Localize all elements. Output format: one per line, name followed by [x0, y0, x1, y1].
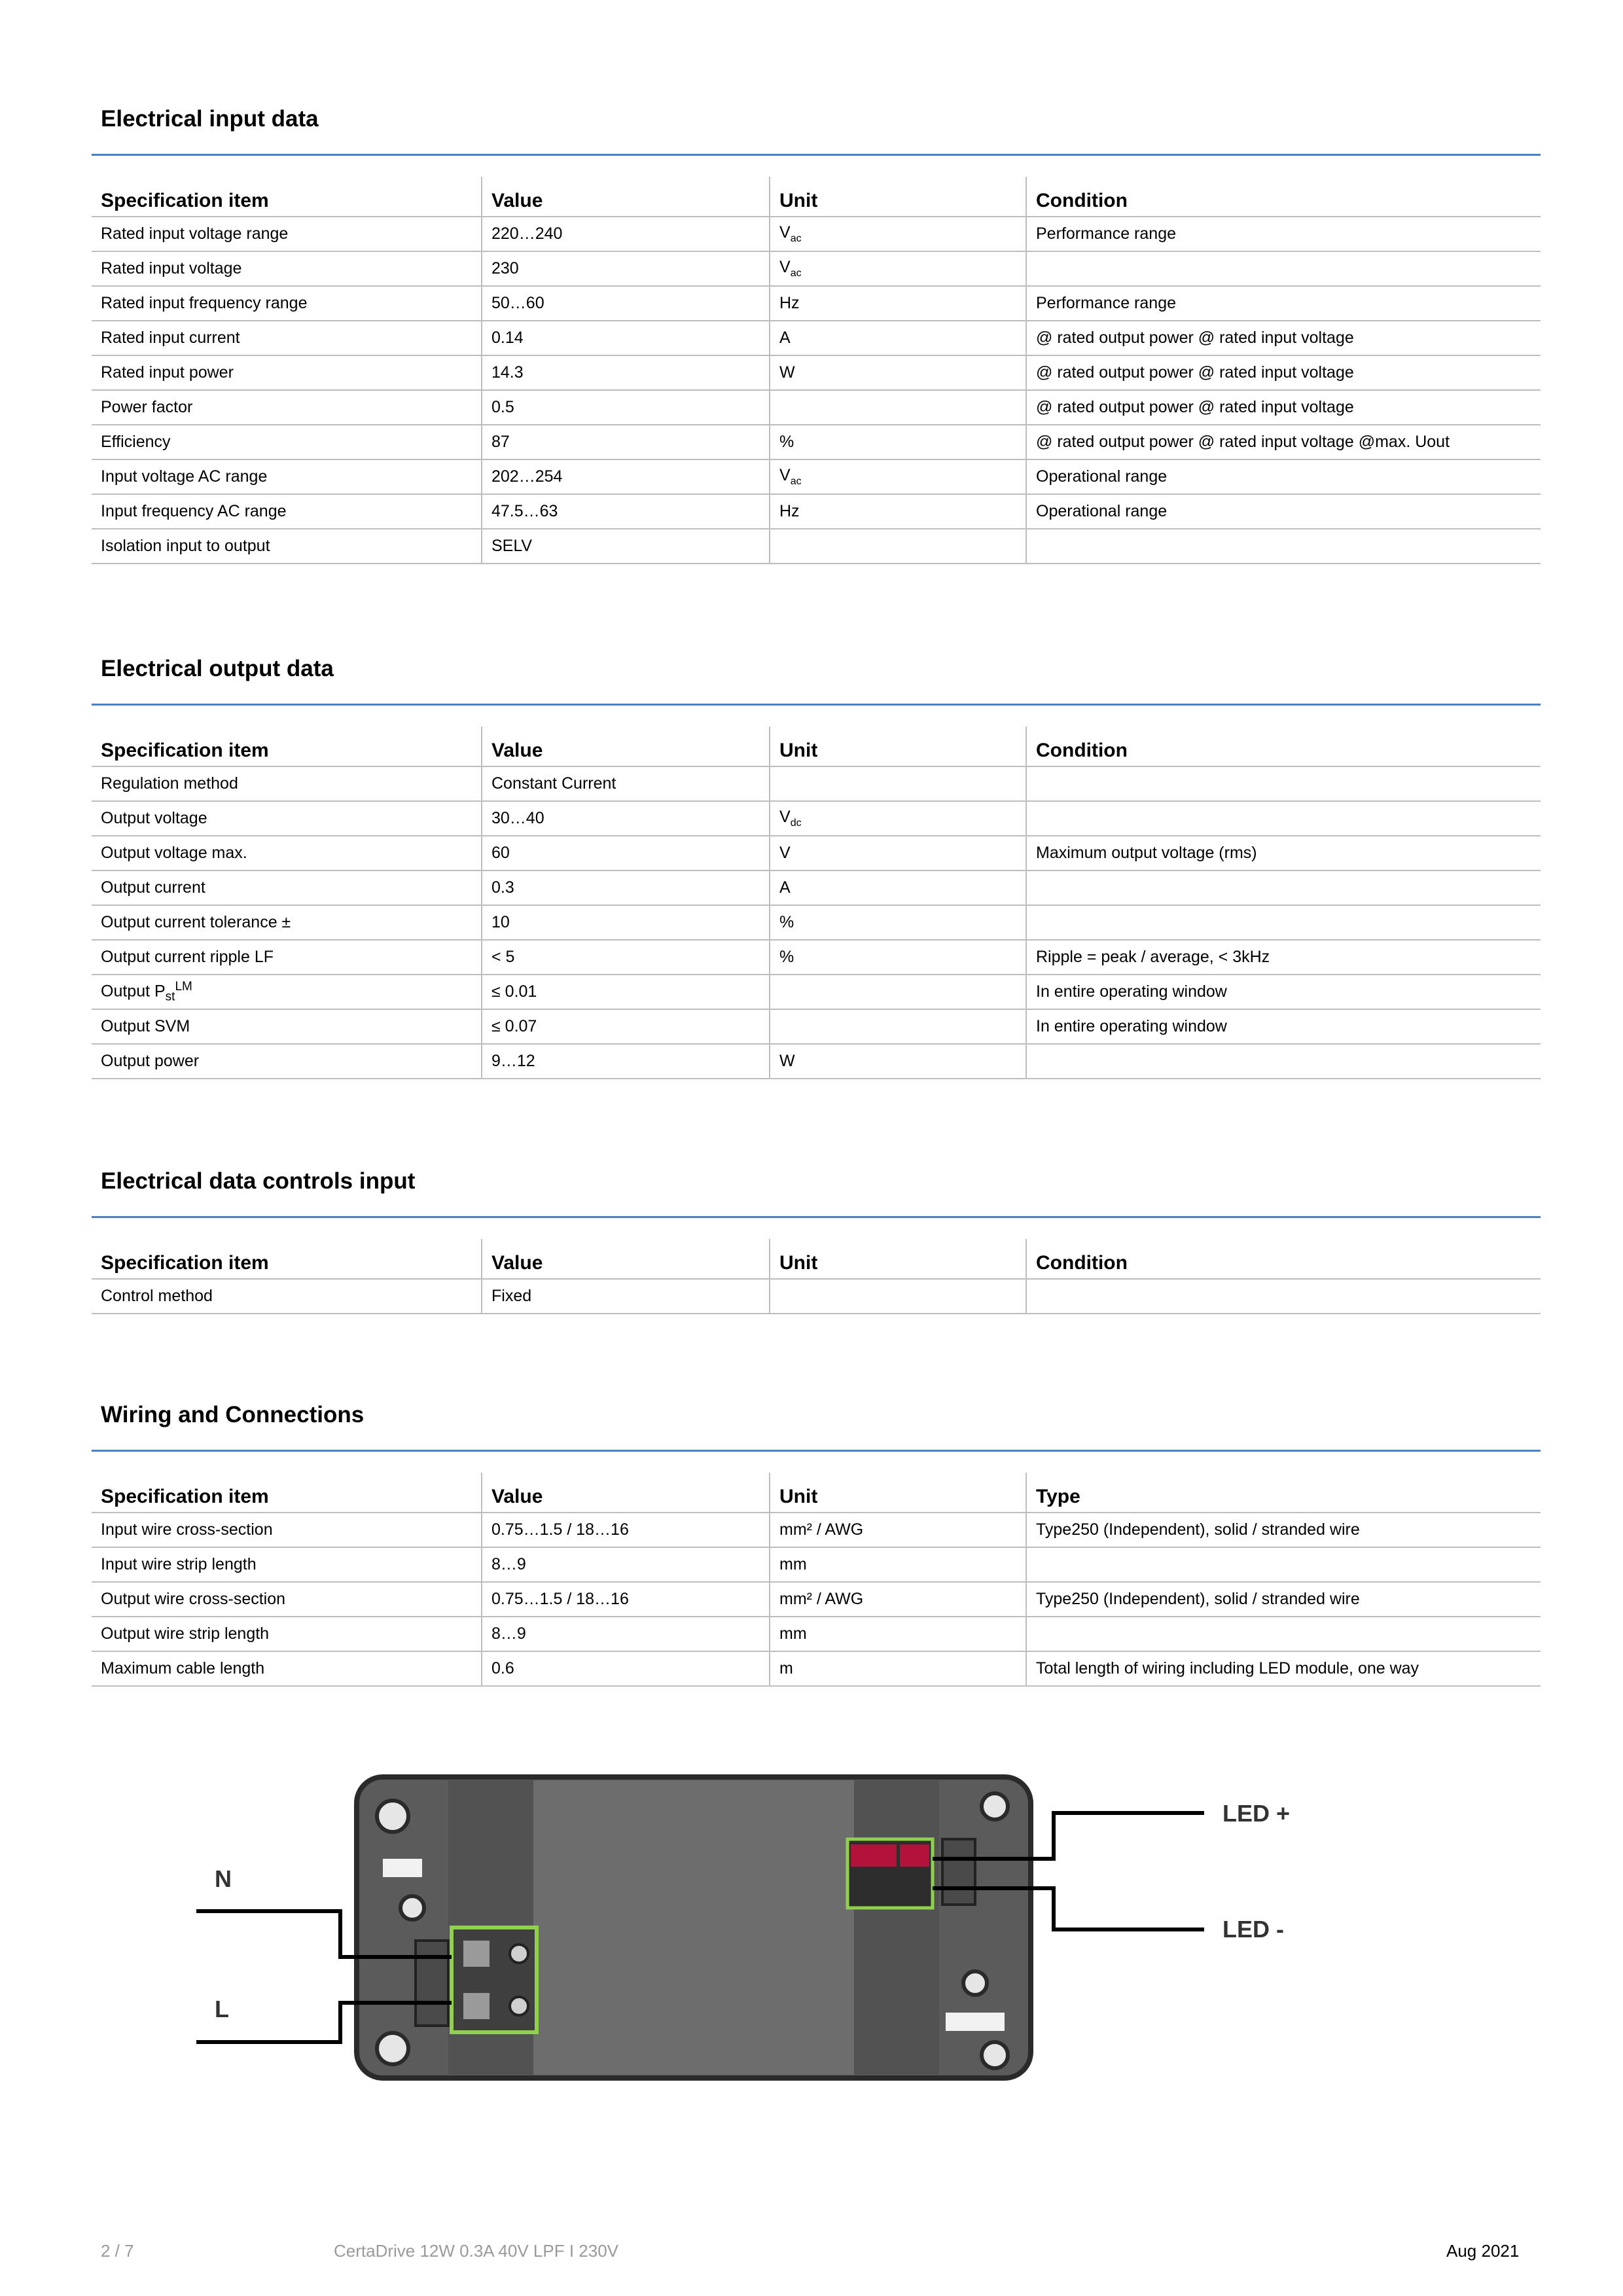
section-title-input: Electrical input data — [101, 106, 319, 132]
table-cell — [1026, 870, 1541, 905]
table-row — [92, 905, 1541, 940]
column-header: Value — [482, 177, 770, 217]
table-cell: mm — [770, 1617, 1026, 1651]
table-cell: Output voltage max. — [92, 836, 482, 870]
table-cell — [770, 1009, 1026, 1044]
footer-date: Aug 2021 — [1446, 2241, 1520, 2261]
table-cell — [1026, 766, 1541, 801]
section-title-output: Electrical output data — [101, 656, 334, 681]
table-cell — [1026, 905, 1541, 940]
table-cell: Hz — [770, 286, 1026, 321]
table-row — [92, 494, 1541, 529]
table-row — [92, 801, 1541, 836]
table-row — [92, 217, 1541, 251]
table-cell: Fixed — [482, 1279, 770, 1314]
table-cell: Performance range — [1026, 217, 1541, 251]
column-header: Unit — [770, 1473, 1026, 1513]
section-rule — [92, 154, 1541, 156]
column-header: Condition — [1026, 177, 1541, 217]
table-row — [92, 1044, 1541, 1079]
table-cell: Regulation method — [92, 766, 482, 801]
mounting-hole — [982, 2042, 1008, 2068]
table-cell — [1026, 1279, 1541, 1314]
table-cell — [1026, 1617, 1541, 1651]
table-cell: 9…12 — [482, 1044, 770, 1079]
table-header-row — [92, 726, 1541, 766]
table-cell: 202…254 — [482, 459, 770, 494]
table-cell: Maximum cable length — [92, 1651, 482, 1686]
table-cell: Input wire cross-section — [92, 1513, 482, 1547]
table-cell: Input frequency AC range — [92, 494, 482, 529]
column-header: Value — [482, 1473, 770, 1513]
table-cell: $V_{ac}$ — [770, 217, 1026, 251]
table-cell: Input voltage AC range — [92, 459, 482, 494]
table-cell: ≤ 0.07 — [482, 1009, 770, 1044]
table-cell: Control method — [92, 1279, 482, 1314]
column-header: Specification item — [92, 1239, 482, 1279]
column-header: Specification item — [92, 726, 482, 766]
table-cell: 60 — [482, 836, 770, 870]
table-cell: Rated input current — [92, 321, 482, 355]
table-cell — [770, 390, 1026, 425]
table-cell: Isolation input to output — [92, 529, 482, 564]
table-cell: Performance range — [1026, 286, 1541, 321]
label-led-minus: LED - — [1222, 1916, 1284, 1943]
table-cell: A — [770, 870, 1026, 905]
table-row — [92, 1617, 1541, 1651]
table-cell: @ rated output power @ rated input voltage — [1026, 321, 1541, 355]
table-cell: @ rated output power @ rated input voltage — [1026, 355, 1541, 390]
table-cell: Rated input power — [92, 355, 482, 390]
table-cell — [1026, 1044, 1541, 1079]
table-cell: Type250 (Independent), solid / stranded wire — [1026, 1582, 1541, 1617]
table-row — [92, 975, 1541, 1009]
table-cell: Rated input voltage — [92, 251, 482, 286]
footer-page-number: 2 / 7 — [101, 2241, 134, 2261]
table-cell: Rated input frequency range — [92, 286, 482, 321]
table-row — [92, 529, 1541, 564]
table-cell: % — [770, 940, 1026, 975]
table-cell — [1026, 801, 1541, 836]
table-cell: mm — [770, 1547, 1026, 1582]
table-cell: In entire operating window — [1026, 975, 1541, 1009]
table-cell: 50…60 — [482, 286, 770, 321]
table-cell: 30…40 — [482, 801, 770, 836]
table-cell: 230 — [482, 251, 770, 286]
table-cell — [1026, 529, 1541, 564]
table-cell: Type250 (Independent), solid / stranded wire — [1026, 1513, 1541, 1547]
table-cell: $V_{dc}$ — [770, 801, 1026, 836]
table-header-row — [92, 1473, 1541, 1513]
table-row — [92, 870, 1541, 905]
table-cell: W — [770, 355, 1026, 390]
table-row — [92, 390, 1541, 425]
footer-product-name: CertaDrive 12W 0.3A 40V LPF I 230V — [334, 2241, 618, 2261]
column-header: Unit — [770, 726, 1026, 766]
table-cell: Total length of wiring including LED module, one way — [1026, 1651, 1541, 1686]
table-cell: Efficiency — [92, 425, 482, 459]
table-cell: Ripple = peak / average, < 3kHz — [1026, 940, 1541, 975]
table-cell: 8…9 — [482, 1617, 770, 1651]
table-cell: 0.75…1.5 / 18…16 — [482, 1582, 770, 1617]
table-row — [92, 1009, 1541, 1044]
table-header-row — [92, 1239, 1541, 1279]
table-cell: Operational range — [1026, 494, 1541, 529]
table-cell: W — [770, 1044, 1026, 1079]
table-row — [92, 286, 1541, 321]
table-wiring-connections — [92, 1473, 1541, 1687]
mounting-hole — [377, 1801, 408, 1832]
table-cell: Output current ripple LF — [92, 940, 482, 975]
table-cell: % — [770, 905, 1026, 940]
table-cell: 14.3 — [482, 355, 770, 390]
column-header: Unit — [770, 1239, 1026, 1279]
table-cell: Output current — [92, 870, 482, 905]
table-row — [92, 321, 1541, 355]
table-cell: Rated input voltage range — [92, 217, 482, 251]
section-title-controls: Electrical data controls input — [101, 1168, 416, 1194]
column-header: Value — [482, 726, 770, 766]
table-row — [92, 836, 1541, 870]
table-cell: Output SVM — [92, 1009, 482, 1044]
section-rule — [92, 704, 1541, 706]
table-cell — [1026, 1547, 1541, 1582]
table-cell: 0.6 — [482, 1651, 770, 1686]
table-cell: 8…9 — [482, 1547, 770, 1582]
table-cell: A — [770, 321, 1026, 355]
table-cell: mm² / AWG — [770, 1513, 1026, 1547]
column-header: Value — [482, 1239, 770, 1279]
table-cell: 10 — [482, 905, 770, 940]
table-cell: Output voltage — [92, 801, 482, 836]
mounting-hole — [401, 1896, 424, 1920]
table-cell: m — [770, 1651, 1026, 1686]
wiring-diagram — [190, 1767, 1315, 2108]
table-cell: In entire operating window — [1026, 1009, 1541, 1044]
table-cell — [770, 975, 1026, 1009]
table-row — [92, 1279, 1541, 1314]
label-led-plus: LED + — [1222, 1800, 1291, 1827]
table-cell: Output $P_{st}^{LM}$ — [92, 975, 482, 1009]
table-cell: 87 — [482, 425, 770, 459]
table-cell: ≤ 0.01 — [482, 975, 770, 1009]
table-cell — [770, 529, 1026, 564]
table-row — [92, 251, 1541, 286]
table-cell: 0.75…1.5 / 18…16 — [482, 1513, 770, 1547]
table-cell: Input wire strip length — [92, 1547, 482, 1582]
table-cell: SELV — [482, 529, 770, 564]
table-controls-input — [92, 1239, 1541, 1314]
section-rule — [92, 1216, 1541, 1218]
table-cell: Output wire cross-section — [92, 1582, 482, 1617]
table-cell: < 5 — [482, 940, 770, 975]
table-cell: 220…240 — [482, 217, 770, 251]
label-n: N — [215, 1865, 232, 1892]
table-cell: 47.5…63 — [482, 494, 770, 529]
table-row — [92, 1513, 1541, 1547]
section-rule — [92, 1450, 1541, 1452]
table-cell: mm² / AWG — [770, 1582, 1026, 1617]
table-row — [92, 766, 1541, 801]
table-row — [92, 940, 1541, 975]
table-row — [92, 1547, 1541, 1582]
table-electrical-input — [92, 177, 1541, 564]
mounting-hole — [982, 1793, 1008, 1820]
table-cell: 0.5 — [482, 390, 770, 425]
table-cell: Power factor — [92, 390, 482, 425]
table-cell — [770, 1279, 1026, 1314]
table-row — [92, 459, 1541, 494]
table-cell: Hz — [770, 494, 1026, 529]
section-title-wiring: Wiring and Connections — [101, 1402, 365, 1427]
table-row — [92, 425, 1541, 459]
table-cell: Maximum output voltage (rms) — [1026, 836, 1541, 870]
column-header: Unit — [770, 177, 1026, 217]
table-cell: @ rated output power @ rated input voltage — [1026, 390, 1541, 425]
table-row — [92, 1582, 1541, 1617]
table-cell: $V_{ac}$ — [770, 251, 1026, 286]
table-row — [92, 355, 1541, 390]
table-cell: V — [770, 836, 1026, 870]
table-cell: Output power — [92, 1044, 482, 1079]
table-cell: 0.3 — [482, 870, 770, 905]
table-cell: $V_{ac}$ — [770, 459, 1026, 494]
table-row — [92, 1651, 1541, 1686]
column-header: Specification item — [92, 177, 482, 217]
table-cell — [770, 766, 1026, 801]
table-electrical-output — [92, 726, 1541, 1079]
table-cell: @ rated output power @ rated input voltage @max. Uout — [1026, 425, 1541, 459]
mounting-hole — [963, 1971, 987, 1995]
table-cell: Operational range — [1026, 459, 1541, 494]
table-cell: 0.14 — [482, 321, 770, 355]
column-header: Condition — [1026, 1239, 1541, 1279]
column-header: Type — [1026, 1473, 1541, 1513]
mounting-hole — [377, 2033, 408, 2064]
table-header-row — [92, 177, 1541, 217]
label-l: L — [215, 1996, 229, 2022]
table-cell: Output wire strip length — [92, 1617, 482, 1651]
table-cell: Constant Current — [482, 766, 770, 801]
table-cell: % — [770, 425, 1026, 459]
table-cell: Output current tolerance ± — [92, 905, 482, 940]
table-cell — [1026, 251, 1541, 286]
column-header: Condition — [1026, 726, 1541, 766]
column-header: Specification item — [92, 1473, 482, 1513]
